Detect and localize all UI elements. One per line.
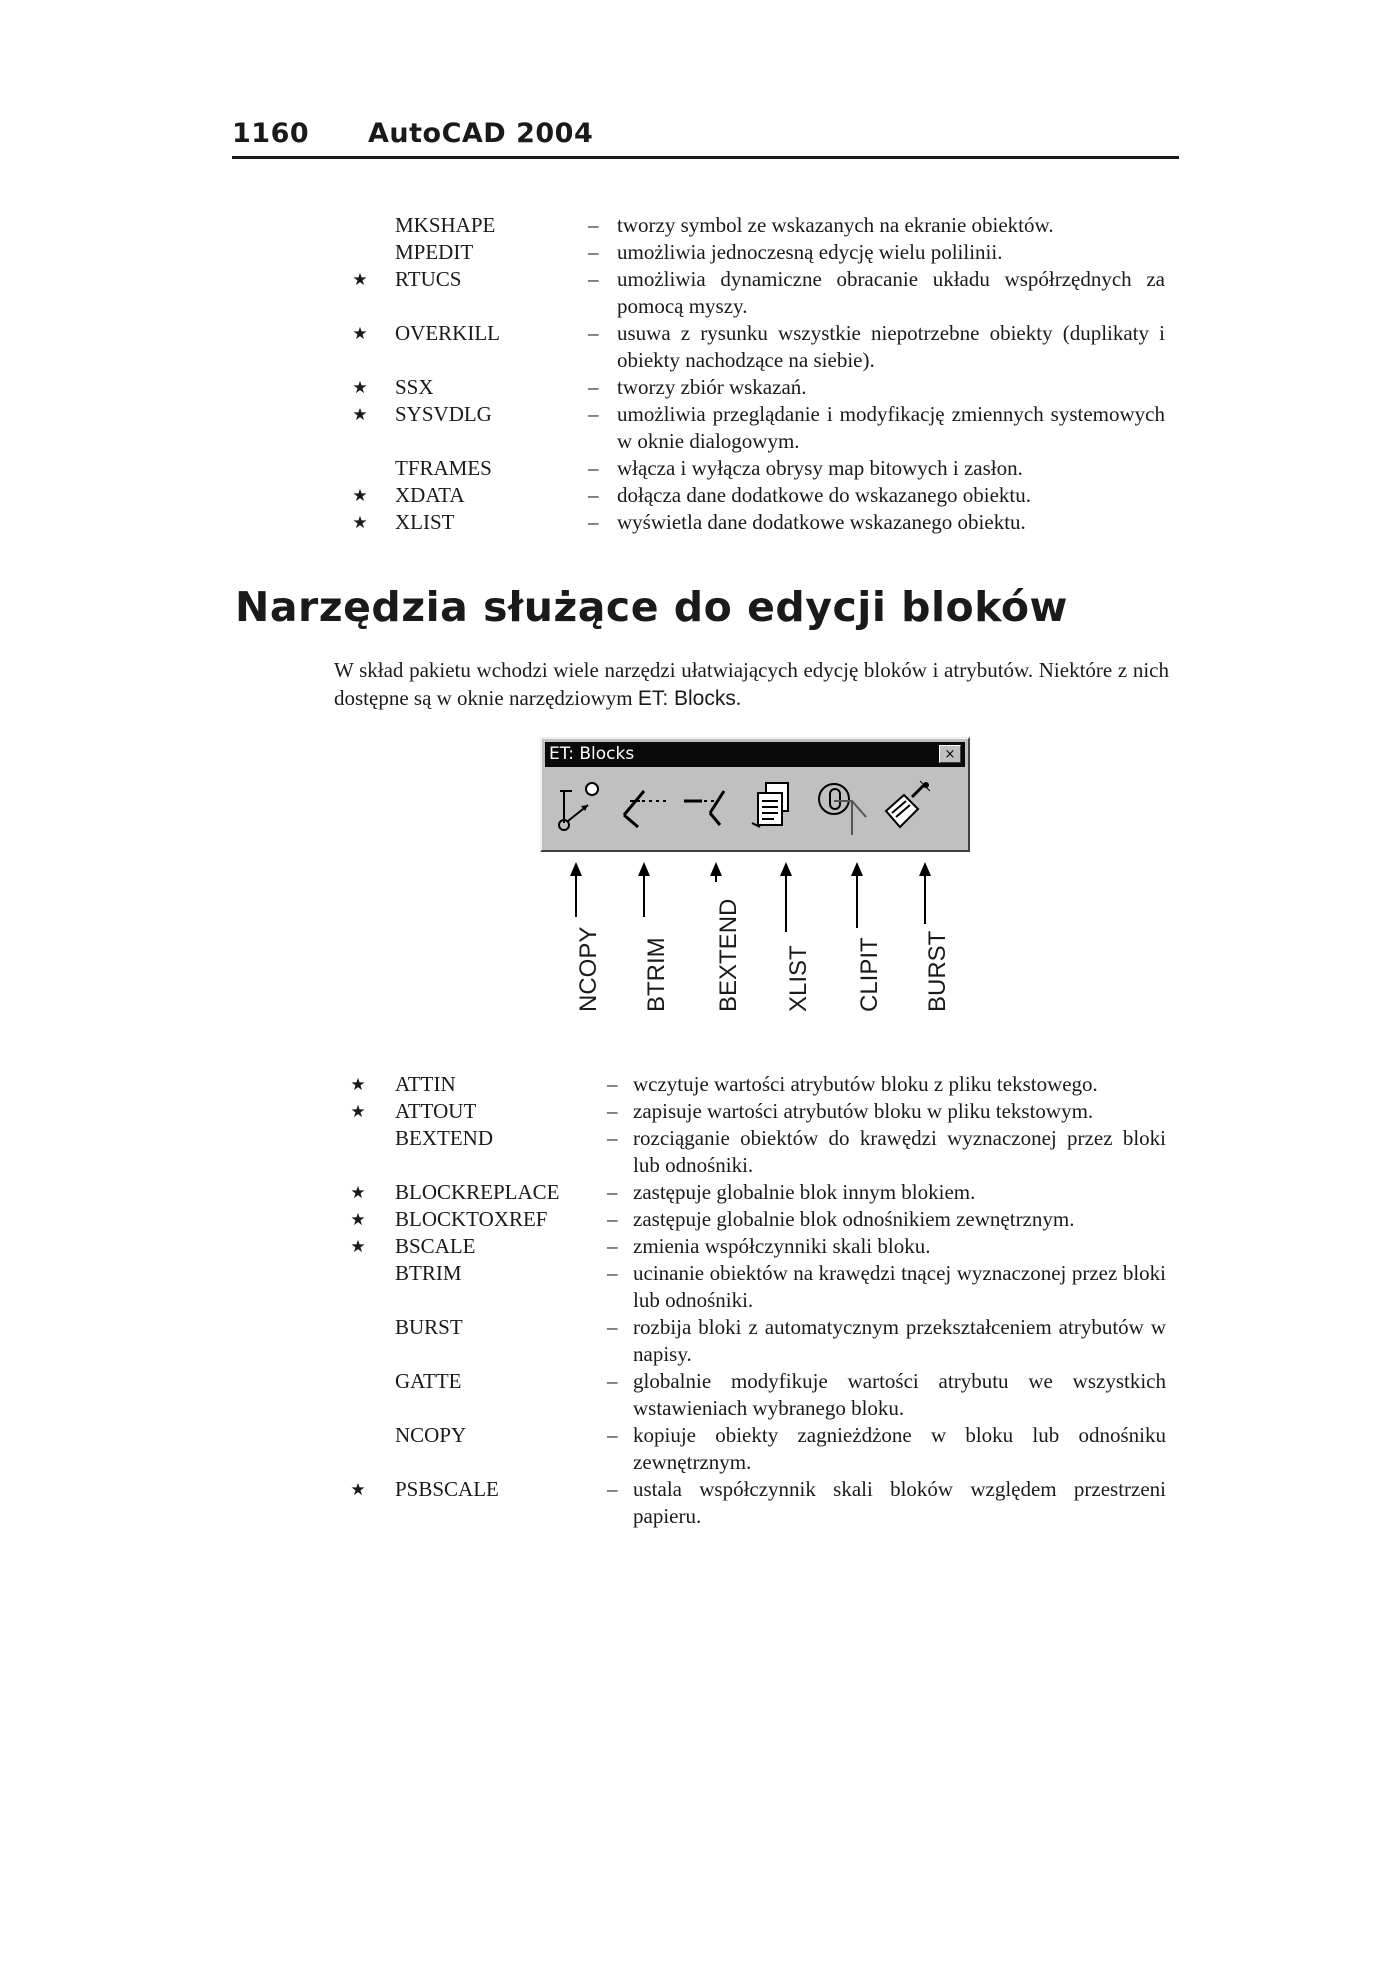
command-name: RTUCS <box>395 267 462 291</box>
btrim-callout <box>624 862 670 1012</box>
command-description: umożliwia dynamiczne obracanie układu współrzędnych za pomocą myszy. <box>617 267 1165 318</box>
command-row <box>0 1368 1400 1422</box>
intro-end: . <box>735 686 742 710</box>
command-description: rozciąganie obiektów do krawędzi wyznaczonej przez bloki lub odnośniki. <box>633 1126 1166 1177</box>
command-row <box>0 509 1400 536</box>
intro-paragraph <box>334 656 1169 713</box>
page-header <box>232 118 1179 158</box>
command-row <box>0 1206 1400 1233</box>
command-name: BSCALE <box>395 1234 476 1258</box>
dash: – <box>607 1180 618 1204</box>
command-row <box>0 1179 1400 1206</box>
command-name: ATTIN <box>395 1072 456 1096</box>
command-name: BTRIM <box>395 1261 462 1285</box>
command-description: włącza i wyłącza obrysy map bitowych i zasłon. <box>617 456 1023 480</box>
dash: – <box>607 1477 618 1501</box>
clipit-button[interactable] <box>812 777 870 839</box>
star-icon: ★ <box>352 513 368 532</box>
command-row <box>0 455 1400 482</box>
command-row <box>0 266 1400 320</box>
ncopy-callout <box>556 862 602 1012</box>
clipit-icon <box>812 777 870 839</box>
dash: – <box>588 402 599 426</box>
command-description: umożliwia przeglądanie i modyfikację zmiennych systemowych w oknie dialogowym. <box>617 402 1165 453</box>
dash: – <box>607 1315 618 1339</box>
command-row <box>0 1071 1400 1098</box>
dash: – <box>607 1207 618 1231</box>
command-row <box>0 212 1400 239</box>
ncopy-button[interactable] <box>548 777 606 839</box>
command-row <box>0 1125 1400 1179</box>
star-icon: ★ <box>350 1237 366 1256</box>
dash: – <box>607 1126 618 1150</box>
xlist-icon <box>746 777 804 839</box>
toolbar-titlebar[interactable] <box>545 742 965 767</box>
command-description: ustala współczynnik skali bloków względem przestrzeni papieru. <box>633 1477 1166 1528</box>
command-description: zastępuje globalnie blok innym blokiem. <box>633 1180 976 1204</box>
book-title: AutoCAD 2004 <box>368 118 594 149</box>
command-description: usuwa z rysunku wszystkie niepotrzebne obiekty (duplikaty i obiekty nachodzące na siebie). <box>617 321 1165 372</box>
dash: – <box>588 510 599 534</box>
command-name: BLOCKREPLACE <box>395 1180 560 1204</box>
star-icon: ★ <box>352 378 368 397</box>
burst-callout <box>905 862 951 1012</box>
star-icon: ★ <box>352 486 368 505</box>
dash: – <box>607 1072 618 1096</box>
dash: – <box>588 456 599 480</box>
dash: – <box>588 267 599 291</box>
command-row <box>0 1233 1400 1260</box>
star-icon: ★ <box>352 270 368 289</box>
dash: – <box>607 1423 618 1447</box>
dash: – <box>588 321 599 345</box>
dash: – <box>588 483 599 507</box>
command-row <box>0 1098 1400 1125</box>
page-number: 1160 <box>232 118 310 149</box>
dash: – <box>588 213 599 237</box>
burst-button[interactable] <box>878 777 936 839</box>
star-icon: ★ <box>350 1075 366 1094</box>
star-icon: ★ <box>350 1183 366 1202</box>
star-icon: ★ <box>350 1210 366 1229</box>
star-icon: ★ <box>350 1102 366 1121</box>
command-description: zapisuje wartości atrybutów bloku w pliku tekstowym. <box>633 1099 1094 1123</box>
command-list-bottom <box>0 1071 1400 1530</box>
command-name: GATTE <box>395 1369 462 1393</box>
command-description: zastępuje globalnie blok odnośnikiem zewnętrznym. <box>633 1207 1075 1231</box>
close-button[interactable]: × <box>939 745 961 763</box>
command-description: kopiuje obiekty zagnieżdżone w bloku lub odnośniku zewnętrznym. <box>633 1423 1166 1474</box>
command-description: tworzy symbol ze wskazanych na ekranie obiektów. <box>617 213 1054 237</box>
command-description: dołącza dane dodatkowe do wskazanego obiektu. <box>617 483 1032 507</box>
command-name: BEXTEND <box>395 1126 493 1150</box>
et-blocks-toolbar <box>540 737 970 852</box>
bextend-button[interactable] <box>680 777 738 839</box>
bextend-callout <box>696 862 742 1012</box>
command-name: SYSVDLG <box>395 402 492 426</box>
command-name: BURST <box>395 1315 463 1339</box>
callout-label: CLIPIT <box>856 937 883 1012</box>
command-name: BLOCKTOXREF <box>395 1207 548 1231</box>
command-list-top <box>0 212 1400 536</box>
command-description: wyświetla dane dodatkowe wskazanego obiektu. <box>617 510 1026 534</box>
command-description: zmienia współczynniki skali bloku. <box>633 1234 931 1258</box>
dash: – <box>607 1261 618 1285</box>
dash: – <box>588 240 599 264</box>
dash: – <box>607 1099 618 1123</box>
command-description: ucinanie obiektów na krawędzi tnącej wyznaczonej przez bloki lub odnośniki. <box>633 1261 1166 1312</box>
command-name: NCOPY <box>395 1423 467 1447</box>
command-row <box>0 374 1400 401</box>
clipit-callout <box>837 862 883 1012</box>
command-description: wczytuje wartości atrybutów bloku z pliku tekstowego. <box>633 1072 1098 1096</box>
command-row <box>0 239 1400 266</box>
header-rule <box>232 156 1179 159</box>
command-description: tworzy zbiór wskazań. <box>617 375 807 399</box>
command-row <box>0 401 1400 455</box>
command-name: MKSHAPE <box>395 213 496 237</box>
btrim-icon <box>614 777 672 839</box>
intro-text: W skład pakietu wchodzi wiele narzędzi ułatwiających edycję bloków i atrybutów. Niektóre z nich dostępne są w oknie narzędziowym <box>334 658 1169 710</box>
command-name: MPEDIT <box>395 240 474 264</box>
toolbar-title: ET: Blocks <box>549 744 635 764</box>
command-name: XLIST <box>395 510 455 534</box>
callout-label: BEXTEND <box>715 898 742 1012</box>
command-description: umożliwia jednoczesną edycję wielu polilinii. <box>617 240 1003 264</box>
command-description: rozbija bloki z automatycznym przekształceniem atrybutów w napisy. <box>633 1315 1166 1366</box>
command-row <box>0 1314 1400 1368</box>
btrim-button[interactable] <box>614 777 672 839</box>
xlist-button[interactable] <box>746 777 804 839</box>
command-row <box>0 1476 1400 1530</box>
command-name: TFRAMES <box>395 456 492 480</box>
dash: – <box>607 1369 618 1393</box>
star-icon: ★ <box>352 324 368 343</box>
burst-icon <box>878 777 936 839</box>
xlist-callout <box>766 862 812 1012</box>
bextend-icon <box>680 777 738 839</box>
callout-label: NCOPY <box>575 926 602 1012</box>
command-name: OVERKILL <box>395 321 500 345</box>
intro-toolbar-name: ET: Blocks <box>637 687 736 710</box>
callout-label: BURST <box>924 930 951 1012</box>
star-icon: ★ <box>352 405 368 424</box>
command-row <box>0 1422 1400 1476</box>
command-row <box>0 482 1400 509</box>
command-row <box>0 1260 1400 1314</box>
command-name: ATTOUT <box>395 1099 477 1123</box>
dash: – <box>607 1234 618 1258</box>
callout-label: BTRIM <box>643 937 670 1012</box>
command-description: globalnie modyfikuje wartości atrybutu we wszystkich wstawieniach wybranego bloku. <box>633 1369 1166 1420</box>
callout-label: XLIST <box>785 945 812 1012</box>
command-name: SSX <box>395 375 434 399</box>
command-name: XDATA <box>395 483 465 507</box>
command-name: PSBSCALE <box>395 1477 499 1501</box>
section-title: Narzędzia służące do edycji bloków <box>235 583 1068 631</box>
ncopy-icon <box>548 777 606 839</box>
star-icon: ★ <box>350 1480 366 1499</box>
command-row <box>0 320 1400 374</box>
dash: – <box>588 375 599 399</box>
